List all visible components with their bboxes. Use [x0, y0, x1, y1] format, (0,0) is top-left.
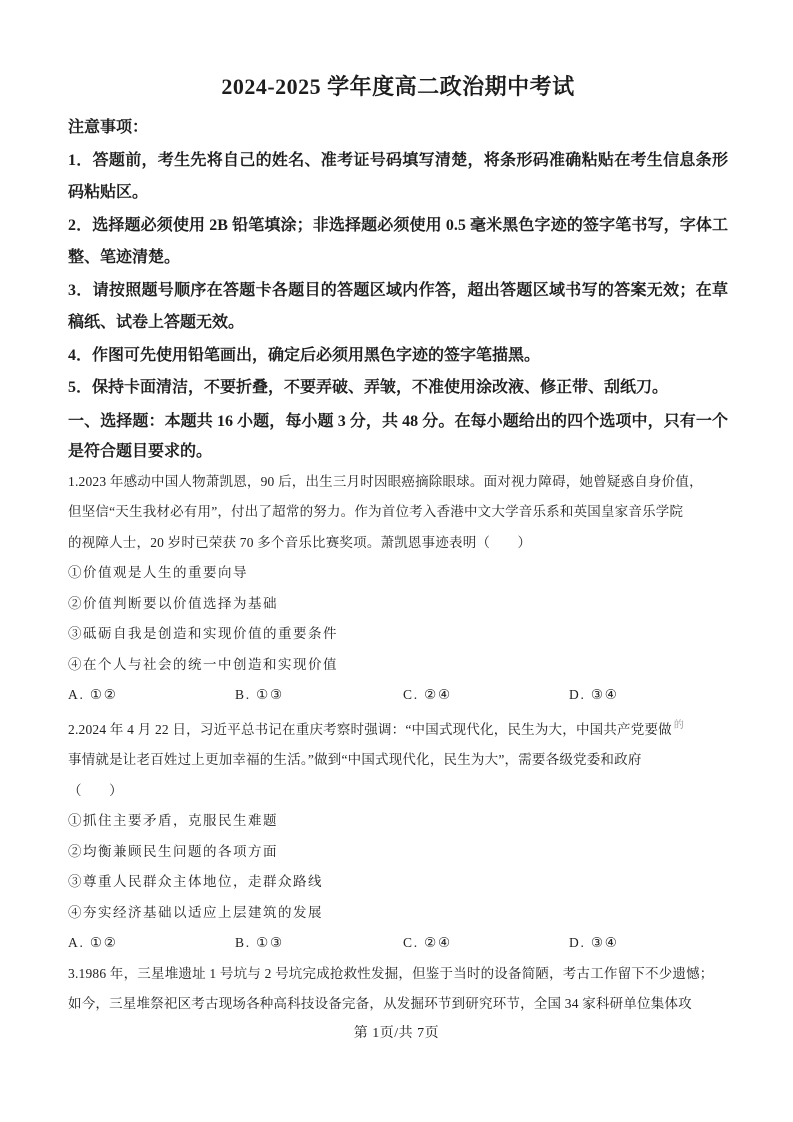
notice-item-3: 3．请按照题号顺序在答题卡各题目的答题区域内作答，超出答题区域书写的答案无效；在草稿纸、试卷上答题无效。	[68, 281, 728, 331]
question-2-statement-1: ①抓住主要矛盾，克服民生难题	[68, 813, 278, 828]
question-2-option-c: C. ②④	[403, 935, 452, 950]
question-1	[68, 467, 728, 711]
question-2-option-a: A. ①②	[68, 935, 118, 950]
question-1-option-c: C. ②④	[403, 687, 452, 702]
question-1-statement-2: ②价值判断要以价值选择为基础	[68, 595, 278, 611]
page-number: 第 1页/共 7页	[353, 1026, 440, 1041]
page-content	[68, 72, 728, 1020]
page-title: 2024-2025 学年度高二政治期中考试	[221, 74, 575, 99]
notice-item-2: 2．选择题必须使用 2B 铅笔填涂；非选择题必须使用 0.5 毫米黑色字迹的签字笔书写，字体工整、笔迹清楚。	[68, 216, 728, 266]
faint-character: 的	[673, 719, 684, 731]
question-2-option-b: B. ①③	[235, 935, 284, 950]
question-1-option-b: B. ①③	[235, 687, 284, 702]
notice-heading: 注意事项：	[68, 119, 149, 136]
question-2-statement-3: ③尊重人民群众主体地位，走群众路线	[68, 874, 323, 889]
question-1-stem-line-1: 1.2023 年感动中国人物萧凯恩，90 后，出生三月时因眼癌摘除眼球。面对视力障碍，她曾疑惑自身价值，	[68, 473, 703, 489]
question-2-options-row	[68, 928, 728, 959]
question-2-stem-line-3: （ ）	[68, 782, 123, 798]
question-2	[68, 711, 728, 959]
question-2-stem-line-1	[68, 711, 728, 746]
notice-section	[68, 112, 728, 405]
notice-item-5: 5．保持卡面清洁，不要折叠，不要弄破、弄皱，不准使用涂改液、修正带、刮纸刀。	[68, 379, 669, 396]
question-3-stem-line-2: 如今，三星堆祭祀区考古现场各种高科技设备完备，从发掘环节到研究环节，全国 34 家科研单位集体攻	[68, 996, 692, 1011]
question-2-stem-line-2: 事情就是让老百姓过上更加幸福的生活。”做到“中国式现代化，民生为大”，需要各级党委和政府	[68, 752, 642, 767]
question-1-statement-4: ④在个人与社会的统一中创造和实现价值	[68, 656, 338, 672]
notice-item-4: 4．作图可先使用铅笔画出，确定后必须用黑色字迹的签字笔描黑。	[68, 346, 541, 364]
question-1-options-row	[68, 680, 728, 711]
question-2-stem-text: 2.2024 年 4 月 22 日，习近平总书记在重庆考察时强调：“中国式现代化，民生为大，中国共产党要做	[68, 721, 672, 737]
question-2-statement-2: ②均衡兼顾民生问题的各项方面	[68, 843, 278, 859]
question-3	[68, 959, 728, 1020]
section-one-heading: 一、选择题：本题共 16 小题，每小题 3 分，共 48 分。在每小题给出的四个选项中，只有一个是符合题目要求的。	[68, 412, 728, 460]
notice-item-1: 1．答题前，考生先将自己的姓名、准考证号码填写清楚，将条形码准确粘贴在考生信息条形码粘贴区。	[68, 151, 728, 201]
question-1-statement-3: ③砥砺自我是创造和实现价值的重要条件	[68, 626, 338, 641]
question-1-option-a: A. ①②	[68, 687, 118, 702]
question-1-stem-line-3: 的视障人士，20 岁时已荣获 70 多个音乐比赛奖项。萧凯恩事迹表明（ ）	[68, 534, 532, 550]
question-3-stem-line-1: 3.1986 年，三星堆遗址 1 号坑与 2 号坑完成抢救性发掘，但鉴于当时的设备简陋，考古工作留下不少遗憾；	[68, 965, 714, 981]
question-2-option-d: D. ③④	[569, 935, 619, 950]
question-1-stem-line-2: 但坚信“天生我材必有用”，付出了超常的努力。作为首位考入香港中文大学音乐系和英国皇家音乐学院	[68, 504, 684, 519]
question-1-statement-1: ①价值观是人生的重要向导	[68, 565, 248, 580]
question-2-statement-4: ④夯实经济基础以适应上层建筑的发展	[68, 904, 323, 920]
question-1-option-d: D. ③④	[569, 687, 619, 702]
